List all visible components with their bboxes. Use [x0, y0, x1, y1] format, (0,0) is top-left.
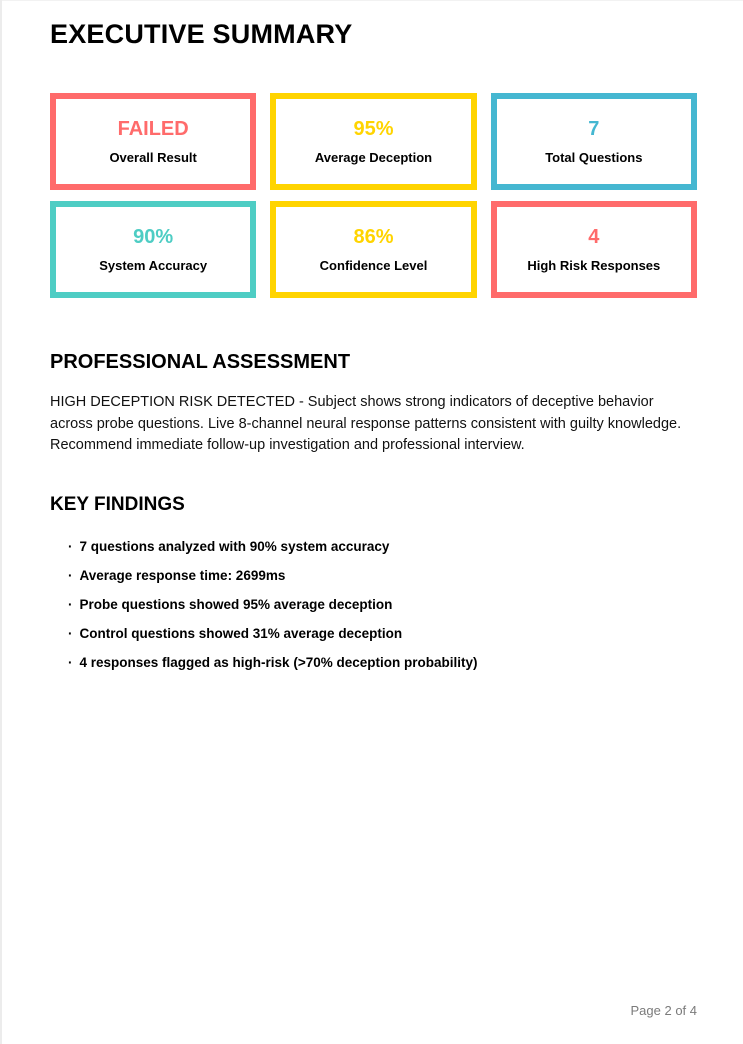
page-number: Page 2 of 4	[630, 1003, 697, 1018]
summary-stat-cards	[50, 93, 697, 298]
list-item	[68, 569, 697, 583]
stat-card-system-accuracy	[50, 201, 256, 298]
list-item-text: Average response time: 2699ms	[79, 567, 286, 583]
list-item-text: Control questions showed 31% average deception	[79, 625, 403, 641]
key-findings-heading: KEY FINDINGS	[50, 493, 185, 515]
list-item-text: Probe questions showed 95% average deception	[79, 596, 393, 612]
stat-card-high-risk-responses	[491, 201, 697, 298]
bullet-glyph: ·	[68, 625, 73, 641]
stat-card-overall-result	[50, 93, 256, 190]
stat-value: 4	[588, 226, 600, 248]
stat-card-total-questions	[491, 93, 697, 190]
bullet-glyph: ·	[68, 538, 73, 554]
professional-assessment-heading: PROFESSIONAL ASSESSMENT	[50, 351, 351, 373]
bullet-glyph: ·	[68, 567, 73, 583]
key-findings-list	[50, 540, 697, 670]
list-item-text: 7 questions analyzed with 90% system accuracy	[79, 538, 390, 554]
stat-value: FAILED	[117, 118, 189, 140]
list-item	[68, 627, 697, 641]
stat-value: 95%	[353, 118, 394, 140]
list-item	[68, 598, 697, 612]
stat-label: Confidence Level	[319, 258, 428, 273]
professional-assessment-body: HIGH DECEPTION RISK DETECTED - Subject shows strong indicators of deceptive behavior across probe questions. Live 8-channel neural response patterns consistent with guilty knowledge. Recommend immediate follow-up investigation and professional interview.	[50, 394, 682, 453]
stat-card-average-deception	[270, 93, 476, 190]
stat-label: Overall Result	[109, 150, 197, 165]
stat-label: Total Questions	[545, 150, 643, 165]
bullet-glyph: ·	[68, 654, 73, 670]
bullet-glyph: ·	[68, 596, 73, 612]
stat-label: System Accuracy	[99, 258, 208, 273]
stat-label: Average Deception	[314, 150, 433, 165]
stat-value: 86%	[353, 226, 394, 248]
stat-card-confidence-level	[270, 201, 476, 298]
stat-value: 7	[588, 118, 600, 140]
list-item-text: 4 responses flagged as high-risk (>70% deception probability)	[79, 654, 478, 670]
stat-label: High Risk Responses	[527, 258, 661, 273]
list-item	[68, 656, 697, 670]
stat-value: 90%	[133, 226, 174, 248]
page-title: EXECUTIVE SUMMARY	[50, 19, 353, 49]
list-item	[68, 540, 697, 554]
